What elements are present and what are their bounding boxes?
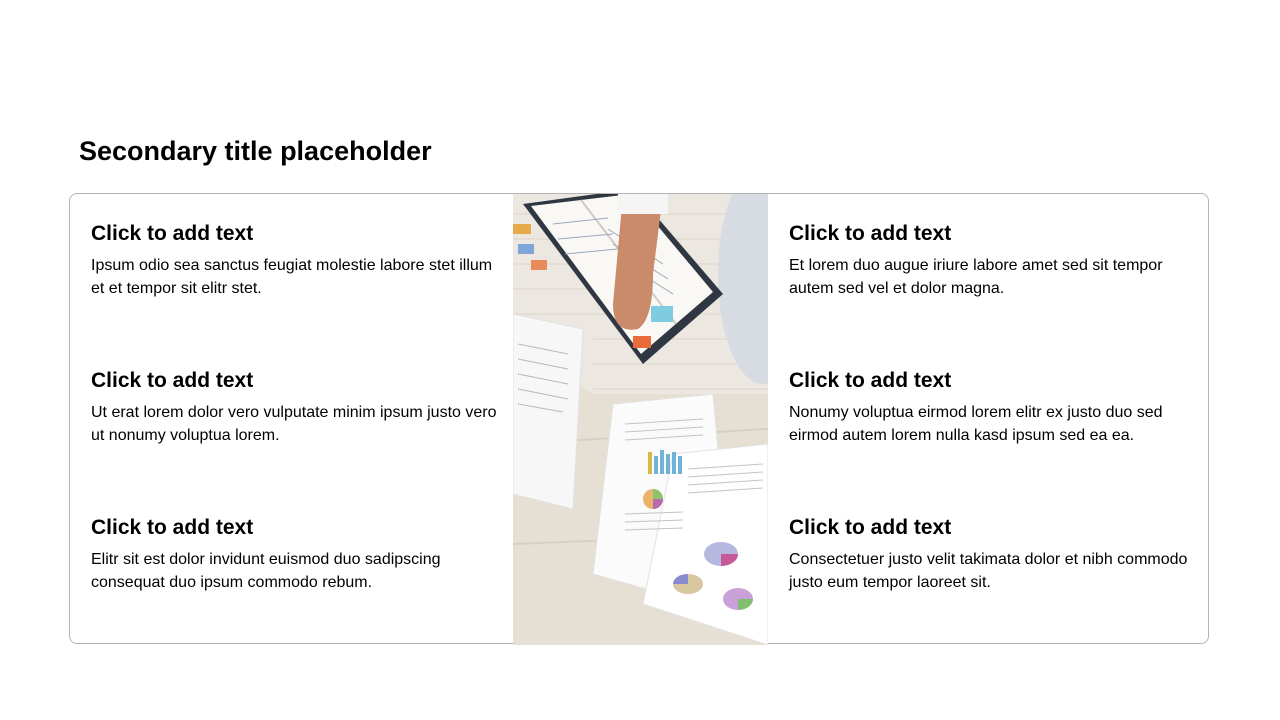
- text-block[interactable]: [789, 368, 1194, 447]
- block-heading[interactable]: Click to add text: [789, 222, 952, 245]
- text-block[interactable]: [789, 221, 1194, 300]
- block-heading[interactable]: Click to add text: [91, 516, 254, 539]
- slide-title[interactable]: Secondary title placeholder: [79, 136, 432, 166]
- block-body[interactable]: Et lorem duo augue iriure labore amet sed sit tempor autem sed vel et dolor magna.: [789, 257, 1163, 297]
- text-block[interactable]: [91, 368, 501, 447]
- block-heading[interactable]: Click to add text: [91, 222, 254, 245]
- desk-photo-illustration: [513, 194, 768, 645]
- text-block[interactable]: [789, 515, 1194, 594]
- content-frame: [69, 193, 1209, 644]
- right-column: [789, 194, 1194, 643]
- block-heading[interactable]: Click to add text: [91, 369, 254, 392]
- block-body[interactable]: Elitr sit est dolor invidunt euismod duo sadipscing consequat duo ipsum commodo rebum.: [91, 551, 441, 591]
- block-body[interactable]: Ut erat lorem dolor vero vulputate minim ipsum justo vero ut nonumy voluptua lorem.: [91, 404, 497, 444]
- left-column: [91, 194, 501, 643]
- block-body[interactable]: Nonumy voluptua eirmod lorem elitr ex justo duo sed eirmod autem lorem nulla kasd ipsum sed ea ea.: [789, 404, 1163, 444]
- block-heading[interactable]: Click to add text: [789, 369, 952, 392]
- text-block[interactable]: [91, 515, 501, 594]
- desk-photo: [513, 194, 768, 645]
- text-block[interactable]: [91, 221, 501, 300]
- block-body[interactable]: Ipsum odio sea sanctus feugiat molestie labore stet illum et et tempor sit elitr stet.: [91, 257, 493, 297]
- block-heading[interactable]: Click to add text: [789, 516, 952, 539]
- block-body[interactable]: Consectetuer justo velit takimata dolor et nibh commodo justo eum tempor laoreet sit.: [789, 551, 1188, 591]
